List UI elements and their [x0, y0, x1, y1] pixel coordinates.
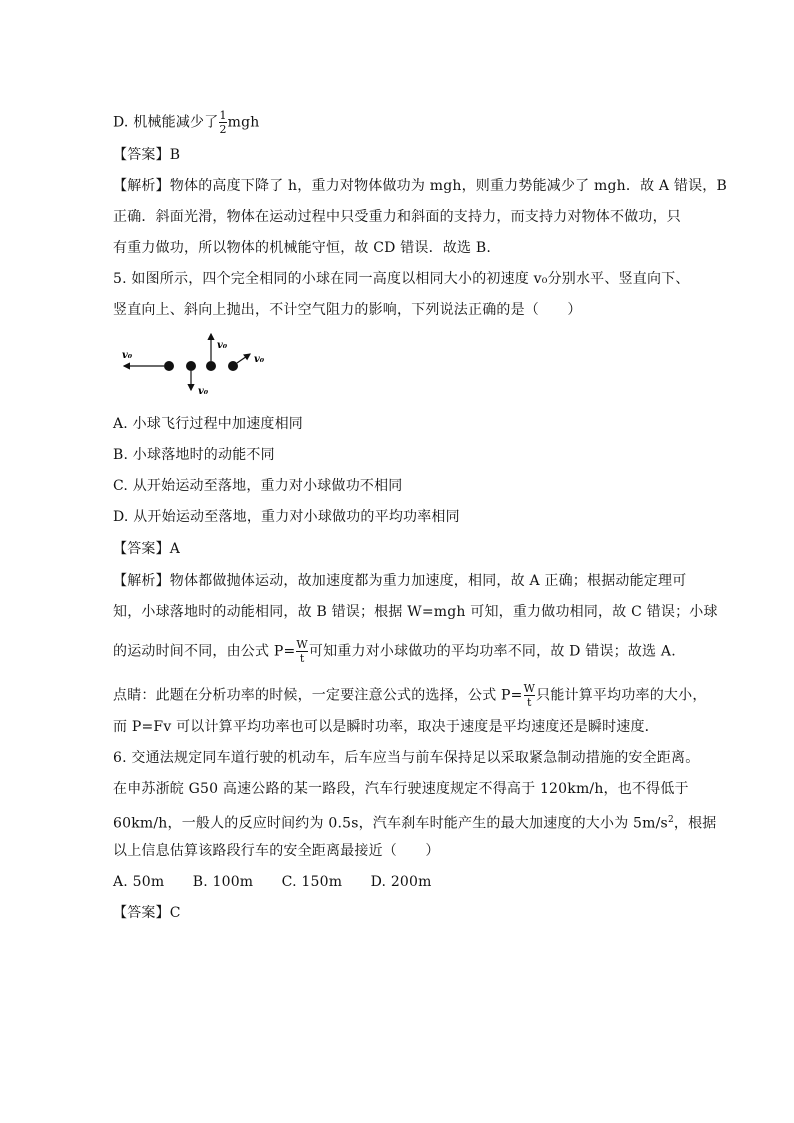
ball-up [206, 361, 216, 371]
q6-stem-line-2: 在申苏浙皖 G50 高速公路的某一路段，汽车行驶速度规定不得高于 120km/h，也不得低于 [113, 781, 689, 797]
power-fraction [296, 639, 308, 664]
q5-stem-line-1: 5. 如图所示，四个完全相同的小球在同一高度以相同大小的初速度 v₀分别水平、竖直向下、 [113, 271, 690, 287]
q4-analysis-line-3: 有重力做功，所以物体的机械能守恒，故 CD 错误．故选 B. [113, 240, 492, 256]
projectile-balls-diagram [118, 328, 278, 400]
q5-option-d: D. 从开始运动至落地，重力对小球做功的平均功率相同 [113, 509, 460, 525]
label-v0-diagonal: v₀ [254, 354, 265, 365]
q6-answer: 【答案】C [113, 905, 181, 921]
one-half-fraction [219, 110, 226, 135]
q6-stem-line-1: 6. 交通法规定同车道行驶的机动车，后车应当与前车保持足以采取紧急制动措施的安全距离。 [113, 750, 700, 766]
q6-stem-line-3 [113, 812, 717, 832]
q5-analysis-line-3-suffix: 可知重力对小球做功的平均功率不同，故 D 错误；故选 A. [308, 643, 676, 660]
q4-option-d-suffix: mgh [227, 114, 260, 131]
q4-option-d [113, 110, 260, 135]
q5-tip-suffix: 只能计算平均功率的大小， [536, 687, 707, 704]
ball-down [186, 361, 196, 371]
q4-analysis-line-1: 【解析】物体的高度下降了 h，重力对物体做功为 mgh，则重力势能减少了 mgh．故 A 错误，B [113, 178, 727, 194]
fraction-numerator: 1 [219, 109, 227, 122]
label-v0-left: v₀ [122, 350, 133, 361]
power-fraction-tip [524, 683, 536, 708]
ball-diagonal [228, 361, 238, 371]
fraction-denominator: t [527, 696, 532, 709]
q5-stem-line-2: 竖直向上、斜向上抛出，不计空气阻力的影响，下列说法正确的是（ ） [113, 302, 582, 318]
fraction-denominator: 2 [219, 123, 227, 136]
q6-stem-line-3-suffix: ，根据 [673, 815, 717, 832]
q4-option-d-prefix: D. 机械能减少了 [113, 114, 219, 131]
q4-answer: 【答案】B [113, 147, 181, 163]
fraction-denominator: t [299, 652, 305, 665]
fraction-numerator: W [296, 638, 308, 651]
q5-analysis-line-3 [113, 639, 676, 664]
q6-options: A. 50m B. 100m C. 150m D. 200m [113, 874, 432, 890]
q5-option-c: C. 从开始运动至落地，重力对小球做功不相同 [113, 478, 403, 494]
q6-stem-line-3-prefix: 60km/h，一般人的反应时间约为 0.5s，汽车刹车时能产生的最大加速度的大小为 5m/s [113, 815, 668, 832]
q5-analysis-line-2: 知，小球落地时的动能相同，故 B 错误；根据 W=mgh 可知，重力做功相同，故 C 错误；小球 [113, 604, 718, 620]
q5-option-a: A. 小球飞行过程中加速度相同 [113, 416, 304, 432]
q4-analysis-line-2: 正确．斜面光滑，物体在运动过程中只受重力和斜面的支持力，而支持力对物体不做功，只 [113, 209, 681, 225]
label-v0-up: v₀ [217, 340, 228, 351]
fraction-numerator: W [523, 682, 536, 695]
q5-tip-line-1 [113, 683, 707, 708]
q5-option-b: B. 小球落地时的动能不同 [113, 447, 275, 463]
q5-tip-line-2: 而 P=Fv 可以计算平均功率也可以是瞬时功率，取决于速度是平均速度还是瞬时速度． [113, 719, 659, 735]
q6-stem-line-4: 以上信息估算该路段行车的安全距离最接近（ ） [113, 843, 440, 859]
q6-exponent: 2 [667, 815, 674, 825]
diagonal-velocity-arrow [237, 354, 250, 363]
q5-tip-prefix: 点睛：此题在分析功率的时候，一定要注意公式的选择，公式 P= [113, 687, 523, 704]
ball-horizontal [164, 361, 174, 371]
label-v0-down: v₀ [198, 386, 209, 397]
q5-analysis-line-3-prefix: 的运动时间不同，由公式 P= [113, 643, 296, 660]
q5-analysis-line-1: 【解析】物体都做抛体运动，故加速度都为重力加速度，相同，故 A 正确；根据动能定理可 [113, 573, 687, 589]
q5-answer: 【答案】A [113, 541, 181, 557]
